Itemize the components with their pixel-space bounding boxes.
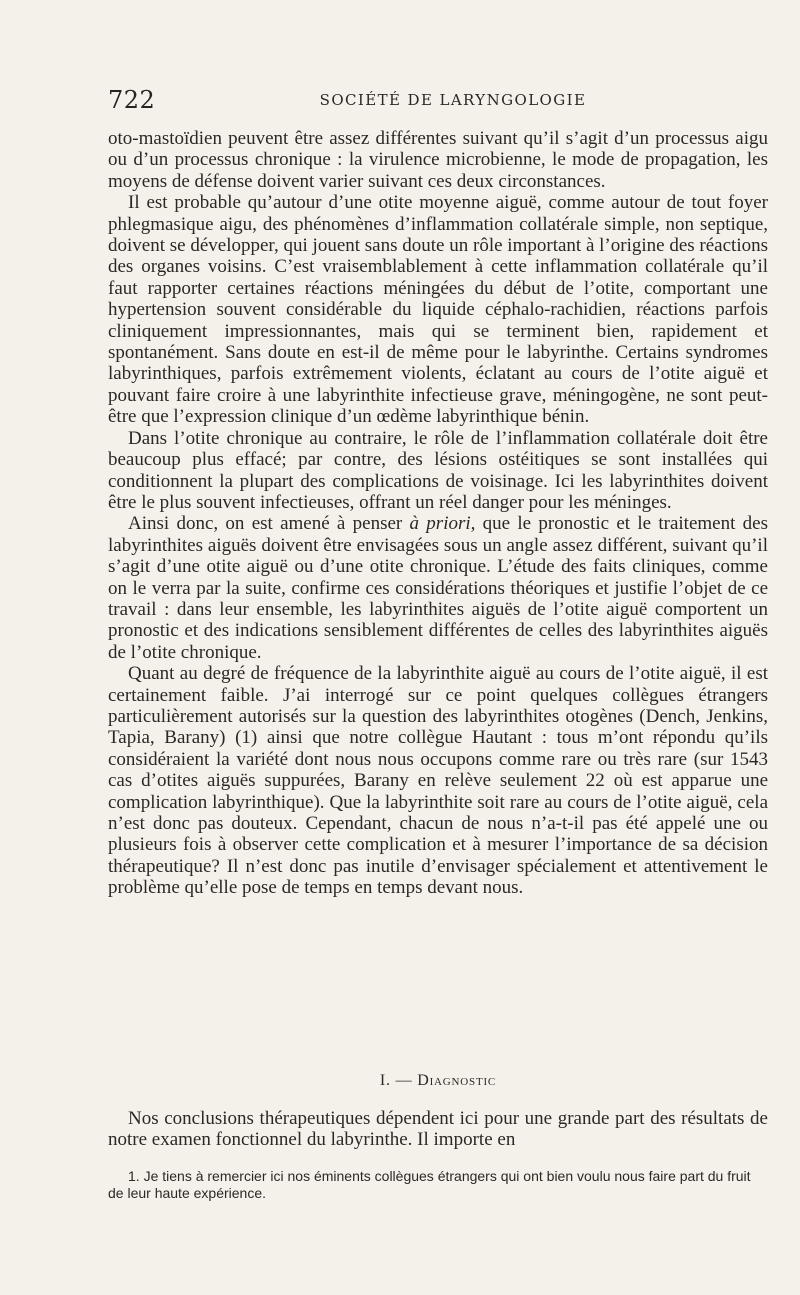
paragraph-inflammation: Il est probable qu’autour d’une otite moyenne aiguë, comme autour de tout foyer phlegmasique aigu, des phénomènes d’inflammation collatérale simple, non septique, doivent se développer, qui jouent sans doute un rôle important à l’origine des réactions des organes voisins. C’est vraisemblablement à cette inflammation collatérale qu’il faut rapporter certaines réactions méningées du début de l’otite, comportant une hypertension souvent considérable du liquide céphalo-rachidien, réactions parfois cliniquement impressionnantes, mais qui se terminent bien, rapidement et spontanément. Sans doute en est-il de même pour le labyrinthe. Certains syndromes labyrinthiques, parfois extrêmement violents, éclatant au cours de l’otite aiguë et pouvant faire croire à une labyrinthite infectieuse grave, méningogène, ne sont peut-être que l’expression clinique d’un œdème labyrinthique bénin. — [108, 192, 768, 428]
paragraph-continuation: oto-mastoïdien peuvent être assez différentes suivant qu’il s’agit d’un processus aigu ou d’un processus chronique : la virulence microbienne, le mode de propagation, les moyens de défense doivent varier suivant ces deux circonstances. — [108, 128, 768, 192]
paragraph-prognosis — [108, 513, 768, 663]
paragraph-prognosis-start: Ainsi donc, on est amené à penser — [128, 513, 410, 535]
section-numeral: I. — — [379, 1072, 418, 1089]
paragraph-prognosis-end: que le pronostic et le traitement des labyrinthites aiguës doivent être envisagées sous un angle assez différent, suivant qu’il s’agit d’une otite aiguë ou d’une otite chronique. L’étude des faits cliniques, comme on le verra par la suite, confirme ces considérations théoriques et justifie l’objet de ce travail : dans leur ensemble, les labyrinthites aiguës de l’otite aiguë comportent un pronostic et des indications sensiblement différentes de celles des labyrinthites aiguës de l’otite chronique. — [108, 513, 768, 663]
paragraph-chronic-otitis: Dans l’otite chronique au contraire, le rôle de l’inflammation collatérale doit être beaucoup plus effacé; par contre, des lésions ostéitiques se sont installées qui conditionnent la plupart des complications de voisinage. Ici les labyrinthites doivent être le plus souvent infectieuses, offrant un réel danger pour les méninges. — [108, 427, 768, 513]
paragraph-frequency: Quant au degré de fréquence de la labyrinthite aiguë au cours de l’otite aiguë, il est certainement faible. J’ai interrogé sur ce point quelques collègues étrangers particulièrement autorisés sur la question des labyrinthites otogènes (Dench, Jenkins, Tapia, Barany) (1) ainsi que notre collègue Hautant : tous m’ont répondu qu’ils considéraient la variété dont nous nous occupons comme rare ou très rare (sur 1543 cas d’otites aiguës suppurées, Barany en relève seulement 22 où est apparue une complication labyrinthique). Que la labyrinthite soit rare au cours de l’otite aiguë, cela n’est donc pas douteux. Cependant, chacun de nous n’a-t-il pas été appelé une ou plusieurs fois à observer cette complication et à mesurer l’importance de sa décision thérapeutique? Il n’est donc pas inutile d’envisager spécialement et attentivement le problème qu’elle pose de temps en temps devant nous. — [108, 663, 768, 899]
section-text — [108, 1108, 768, 1151]
italic-a-priori: à priori, — [409, 513, 476, 535]
footnote — [108, 1168, 768, 1202]
running-title: SOCIÉTÉ DE LARYNGOLOGIE — [319, 91, 587, 109]
paragraph-diagnostic-intro: Nos conclusions thérapeutiques dépendent ici pour une grande part des résultats de notre examen fonctionnel du labyrinthe. Il importe en — [108, 1108, 768, 1151]
section-heading — [108, 1072, 768, 1090]
body-text — [108, 128, 768, 899]
page-header — [108, 86, 768, 116]
section-title: Diagnostic — [417, 1072, 497, 1089]
page-number: 722 — [108, 86, 156, 114]
footnote-text: 1. Je tiens à remercier ici nos éminents collègues étrangers qui ont bien voulu nous faire part du fruit de leur haute expérience. — [108, 1168, 751, 1201]
